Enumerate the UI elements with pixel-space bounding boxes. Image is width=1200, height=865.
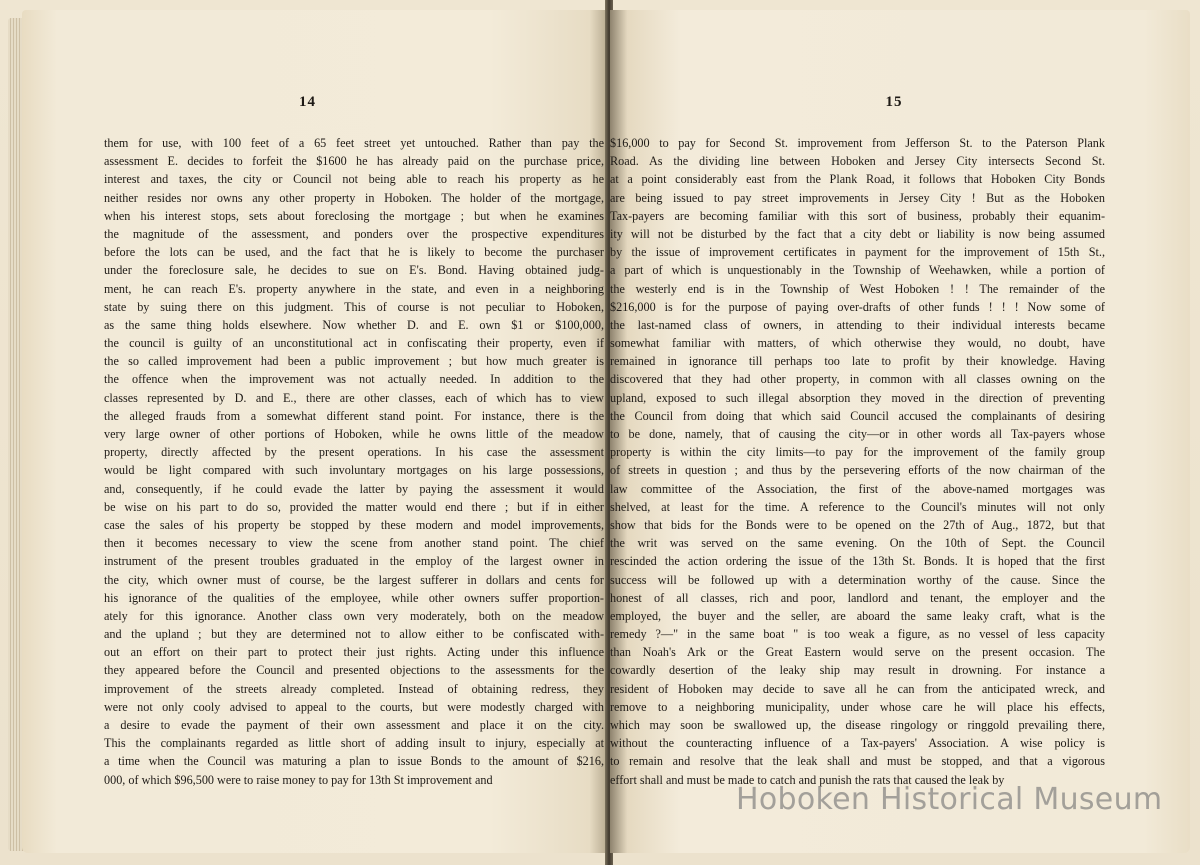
text-line: then it becomes necessary to view the scene from another stand point. The chief	[104, 536, 604, 551]
text-line: ity will not be disturbed by the fact that a city debt or liability is now being assumed	[610, 226, 1105, 241]
text-line: the Council from doing that which said Council accused the complainants of desiring	[610, 408, 1105, 423]
text-line: somewhat familiar with matters, of which otherwise they would, no doubt, have	[610, 336, 1105, 351]
text-line: law committee of the Association, the first of the above-named mortgages was	[610, 481, 1105, 496]
text-line: the writ was served on the same evening. On the 10th of Sept. the Council	[610, 536, 1105, 551]
text-line: of streets in question ; and thus by the persevering efforts of the now chairman of the	[610, 463, 1105, 478]
text-line: remove to a neighboring municipality, under whose care he will place his effects,	[610, 699, 1105, 714]
text-line: effort shall and must be made to catch and punish the rats that caused the leak by	[610, 772, 1005, 787]
text-line: be wise on his part to do so, provided the matter would end there ; but if in either	[104, 499, 604, 514]
text-line: neither resides nor owns any other property in Hoboken. The holder of the mortgage,	[104, 190, 604, 205]
text-line: would be light compared with such involuntary mortgages on his large possessions,	[104, 463, 604, 478]
text-line: property is within the city limits—to pay for the improvement of the family group	[610, 445, 1105, 460]
text-line: and, consequently, if he could evade the latter by paying the assessment it would	[104, 481, 604, 496]
text-line: a part of which is unquestionably in the Township of Weehawken, while a portion of	[610, 263, 1105, 278]
text-line: rescinded the action ordering the issue of the 13th St. Bonds. It is hoped that the first	[610, 554, 1105, 569]
left-page-text	[104, 134, 604, 789]
text-line: the magnitude of the assessment, and ponders over the prospective expenditures	[104, 226, 604, 241]
text-line: and the upland ; but they are determined not to allow either to be confiscated with-	[104, 627, 604, 642]
text-line: case the sales of his property be stopped by these modern and model improvements,	[104, 517, 604, 532]
text-line: his ignorance of the qualities of the employee, while other owners suffer proportion-	[104, 590, 604, 605]
page-number-right: 15	[885, 94, 903, 110]
text-line: property, directly affected by the present operations. In his case the assessment	[104, 445, 604, 460]
text-line: the so called improvement had been a public improvement ; but how much greater is	[104, 354, 604, 369]
text-line: a desire to evade the payment of their own assessment and place it on the city.	[104, 718, 604, 732]
text-line: the last-named class of owners, in attending to their individual interests became	[610, 317, 1105, 332]
text-line: discovered that they had other property, in common with all classes owning on the	[610, 372, 1105, 387]
text-line: assessment E. decides to forfeit the $1600 he has already paid on the purchase price,	[104, 154, 604, 169]
museum-watermark: Hoboken Historical Museum	[736, 782, 1163, 817]
text-line: than Noah's Ark or the Great Eastern would serve on the present occasion. The	[610, 645, 1105, 660]
right-page	[610, 10, 1190, 853]
text-line: $16,000 to pay for Second St. improvement from Jefferson St. to the Paterson Plank	[610, 136, 1105, 150]
text-line: shelved, at least for the time. A reference to the Council's minutes will not only	[610, 499, 1105, 514]
text-line: state by suing there on this judgment. This of course is not peculiar to Hoboken,	[104, 299, 604, 314]
text-line: This the complainants regarded as little short of adding insult to injury, especially at	[104, 736, 604, 751]
text-line: the city, which owner must of course, be the largest sufferer in dollars and cents for	[104, 572, 604, 587]
text-line: improvement of the streets already completed. Instead of obtaining redress, they	[104, 681, 604, 696]
text-line: to remain and resolve that the leak shall and must be stopped, and that a vigorous	[610, 754, 1105, 769]
text-line: the alleged frauds from a somewhat different stand point. For instance, there is the	[104, 408, 604, 423]
text-line: the council is guilty of an unconstitutional act in confiscating their property, even if	[104, 336, 604, 351]
text-line: $216,000 is for the purpose of paying over-drafts of other funds ! ! ! Now some of	[610, 299, 1105, 314]
text-line: resident of Hoboken may decide to save all he can from the anticipated wreck, and	[610, 681, 1105, 696]
text-line: instrument of the present troubles graduated in the employ of the largest owner in	[104, 554, 604, 569]
text-line: Tax-payers are becoming familiar with this sort of business, probably their equanim-	[610, 208, 1105, 223]
text-line: under the foreclosure sale, he decides to sue on E's. Bond. Having obtained judg-	[104, 263, 604, 278]
text-line: upland, exposed to such illegal absorption they moved in the direction of preventing	[610, 390, 1105, 405]
text-line: success will be followed up with a determination worthy of the cause. Since the	[610, 572, 1105, 587]
text-line: interest and taxes, the city or Council not being able to reach his property as he	[104, 172, 604, 187]
text-line: before the lots can be used, and the fact that he is likely to become the purchaser	[104, 245, 604, 260]
text-line: employed, the buyer and the seller, are aboard the same leaky craft, what is the	[610, 608, 1105, 623]
text-line: a time when the Council was maturing a plan to issue Bonds to the amount of $216,	[104, 754, 604, 769]
text-line: out an effort on their part to protect their just rights. Acting under this influence	[104, 645, 604, 660]
text-line: by the issue of improvement certificates in payment for the improvement of 15th St.,	[610, 245, 1105, 260]
text-line: the westerly end is in the Township of West Hoboken ! ! The remainder of the	[610, 281, 1105, 296]
text-line: remained in ignorance till perhaps too late to profit by their knowledge. Having	[610, 354, 1105, 369]
text-line: were not only cooly advised to appeal to the courts, but were modestly charged with	[104, 699, 604, 714]
text-line: 000, of which $96,500 were to raise money to pay for 13th St improvement and	[104, 772, 493, 787]
text-line: they appeared before the Council and presented objections to the assessments for the	[104, 663, 604, 678]
text-line: at a point considerably east from the Plank Road, it follows that Hoboken City Bonds	[610, 172, 1105, 187]
left-page	[22, 10, 607, 853]
text-line: very large owner of other portions of Hoboken, while he owns little of the meadow	[104, 427, 604, 441]
right-page-text	[610, 134, 1105, 789]
text-line: Road. As the dividing line between Hoboken and Jersey City intersects Second St.	[610, 154, 1105, 169]
text-line: cowardly desertion of the leaky ship may result in drowning. For instance a	[610, 663, 1105, 678]
text-line: ately for this ignorance. Another class own very moderately, both on the meadow	[104, 608, 604, 623]
text-line: honest of all classes, rich and poor, landlord and tenant, the employer and the	[610, 590, 1105, 605]
text-line: ment, he can reach E's. property anywhere in the state, and even in a neighboring	[104, 281, 604, 296]
text-line: to be done, namely, that of causing the city—or in other words all Tax-payers whose	[610, 427, 1105, 441]
text-line: as the same thing holds elsewhere. Now whether D. and E. own $1 or $100,000,	[104, 317, 604, 332]
text-line: are being issued to pay street improvements in Jersey City ! But as the Hoboken	[610, 190, 1105, 205]
text-line: the offence when the improvement was not actually needed. In addition to the	[104, 372, 604, 387]
text-line: which may soon be swallowed up, the disease ringology or ringgold prevailing there,	[610, 718, 1105, 732]
text-line: them for use, with 100 feet of a 65 feet street yet untouched. Rather than pay the	[104, 136, 604, 150]
text-line: show that bids for the Bonds were to be opened on the 27th of Aug., 1872, but that	[610, 517, 1105, 532]
text-line: without the counteracting influence of a Tax-payers' Association. A wise policy is	[610, 736, 1105, 751]
page-number-left: 14	[299, 94, 316, 110]
text-line: classes represented by D. and E., there are other classes, each of which has to view	[104, 390, 604, 405]
text-line: when his interest stops, sets about foreclosing the mortgage ; but when he examines	[104, 208, 604, 223]
text-line: remedy ?—" in the same boat " is too weak a figure, as no vessel of less capacity	[610, 627, 1105, 642]
